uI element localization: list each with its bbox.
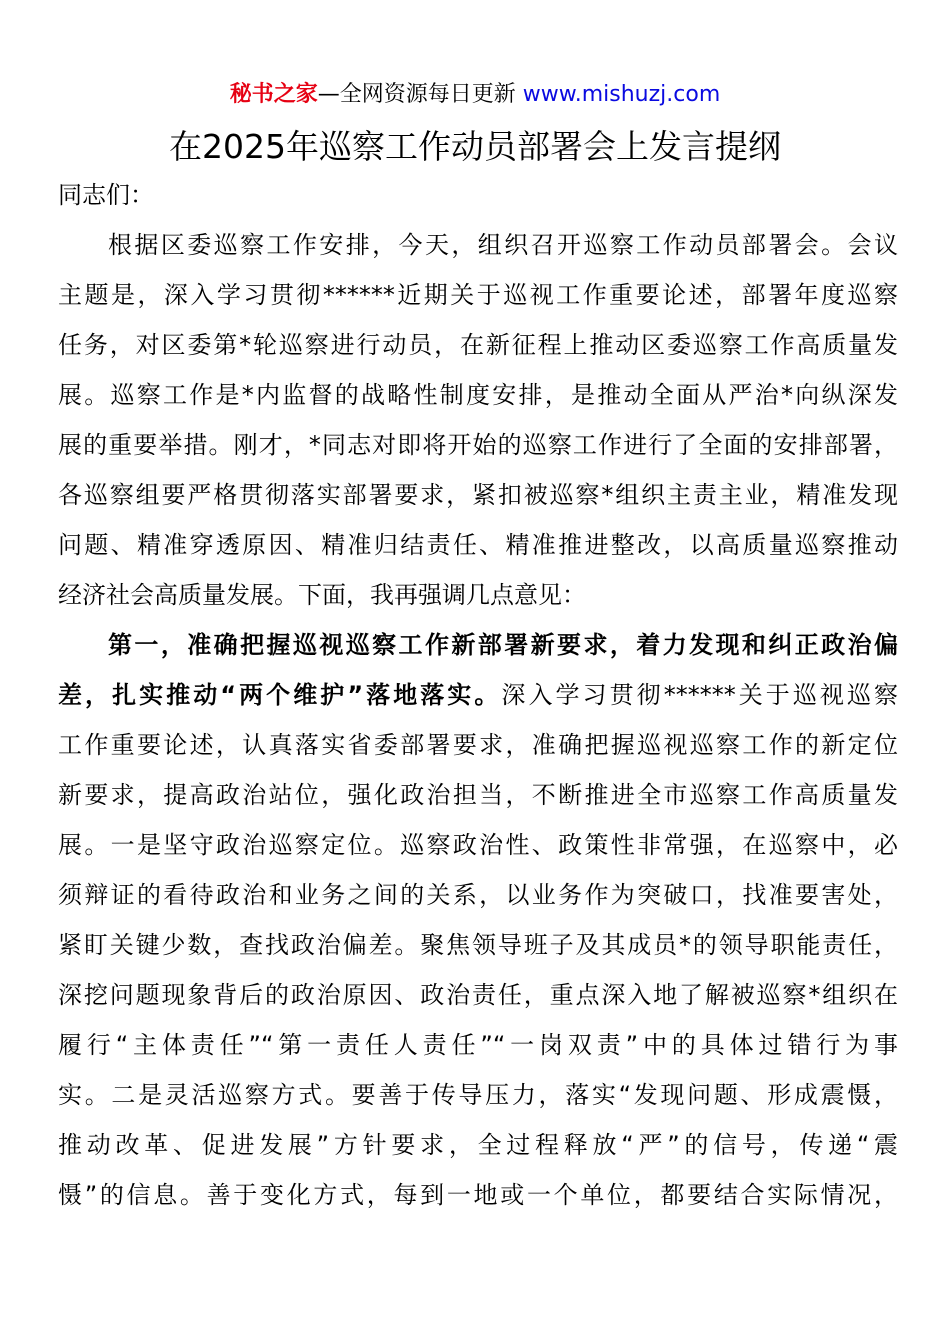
paragraph-line: 展的重要举措。刚才，*同志对即将开始的巡察工作进行了全面的安排部署， <box>58 431 898 459</box>
paragraph-text: 深入学习贯彻******关于巡视巡察 <box>501 681 899 709</box>
paragraph-line: 履行“主体责任”“第一责任人责任”“一岗双责”中的具体过错行为事 <box>58 1031 898 1059</box>
site-banner <box>0 80 950 110</box>
document-title: 在2025年巡察工作动员部署会上发言提纲 <box>169 127 781 166</box>
paragraph-line: 深挖问题现象背后的政治原因、政治责任，重点深入地了解被巡察*组织在 <box>58 981 898 1009</box>
paragraph-line: 须辩证的看待政治和业务之间的关系，以业务作为突破口，找准要害处， <box>58 881 898 909</box>
document-body <box>58 220 898 1220</box>
section-heading-text: 第一，准确把握巡视巡察工作新部署新要求，着力发现和纠正政治偏 <box>108 631 898 659</box>
paragraph-line: 主题是，深入学习贯彻******近期关于巡视工作重要论述，部署年度巡察 <box>58 281 898 309</box>
salutation: 同志们： <box>58 181 154 209</box>
section-heading-line <box>58 620 898 670</box>
paragraph-line: 展。一是坚守政治巡察定位。巡察政治性、政策性非常强，在巡察中，必 <box>58 831 898 859</box>
paragraph-line: 新要求，提高政治站位，强化政治担当，不断推进全市巡察工作高质量发 <box>58 781 898 809</box>
paragraph-line: 工作重要论述，认真落实省委部署要求，准确把握巡视巡察工作的新定位 <box>58 731 898 759</box>
brand-name: 秘书之家 <box>229 82 318 107</box>
section-heading-text: 差，扎实推动“两个维护”落地落实。 <box>58 681 502 709</box>
paragraph-line: 问题、精准穿透原因、精准归结责任、精准推进整改，以高质量巡察推动 <box>58 531 898 559</box>
banner-tagline: —全网资源每日更新 <box>317 82 523 107</box>
paragraph-line: 经济社会高质量发展。下面，我再强调几点意见： <box>58 581 586 609</box>
paragraph-line: 各巡察组要严格贯彻落实部署要求，紧扣被巡察*组织主责主业，精准发现 <box>58 481 898 509</box>
paragraph-line: 实。二是灵活巡察方式。要善于传导压力，落实“发现问题、形成震慑， <box>58 1081 898 1109</box>
section-heading-line <box>58 670 898 720</box>
paragraph-line: 紧盯关键少数，查找政治偏差。聚焦领导班子及其成员*的领导职能责任， <box>58 931 898 959</box>
paragraph-line: 根据区委巡察工作安排，今天，组织召开巡察工作动员部署会。会议 <box>108 231 898 259</box>
paragraph-line: 慑”的信息。善于变化方式，每到一地或一个单位，都要结合实际情况， <box>58 1181 898 1209</box>
paragraph-line: 推动改革、促进发展”方针要求，全过程释放“严”的信号，传递“震 <box>58 1131 898 1159</box>
paragraph-line: 展。巡察工作是*内监督的战略性制度安排，是推动全面从严治*向纵深发 <box>58 381 898 409</box>
site-url[interactable]: www.mishuzj.com <box>522 82 721 107</box>
paragraph-line: 任务，对区委第*轮巡察进行动员，在新征程上推动区委巡察工作高质量发 <box>58 331 898 359</box>
